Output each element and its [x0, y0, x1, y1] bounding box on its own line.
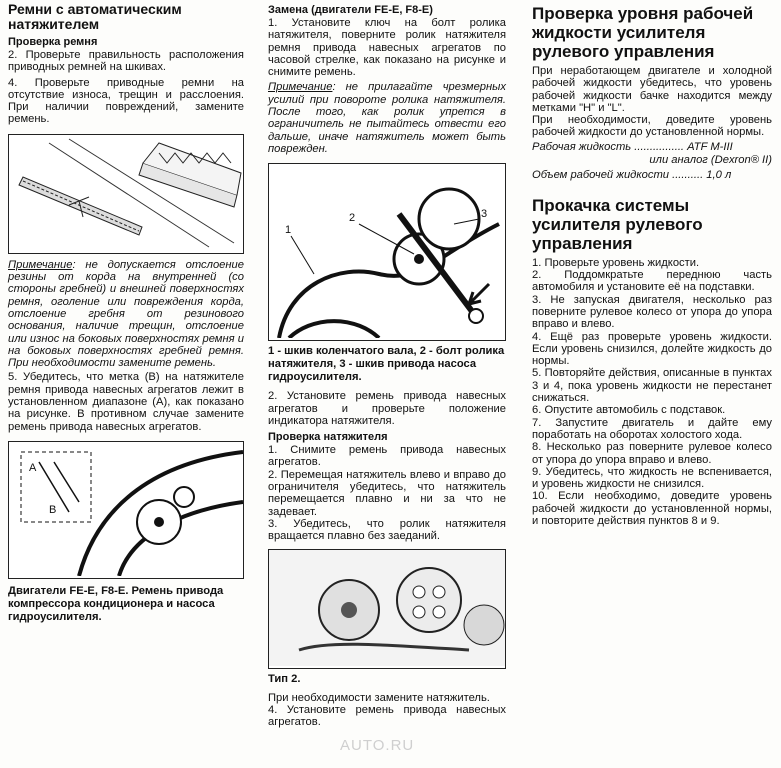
column-middle [268, 0, 506, 728]
belt-illustration [9, 135, 243, 251]
figure-caption: Тип 2. [268, 672, 301, 685]
note-text: : не прилагайте чрезмерных усилий при повороте ролика натяжителя. После того, как ролик упрется в ограничитель не пытайтесь отвести его дальше, иначе натяжитель может быть поврежден. [268, 81, 506, 155]
spec-fluid [532, 141, 772, 154]
watermark: AUTO.RU [340, 737, 415, 754]
column-left [8, 0, 244, 624]
tensioner-step-1: 1. Снимите ремень привода навесных агрегатов. [268, 444, 506, 469]
paragraph: При необходимости, доведите уровень рабочей жидкости до установленной нормы. [532, 114, 772, 139]
figure-caption: Двигатели FE-E, F8-E. Ремень привода компрессора кондиционера и насоса гидроусилителя. [8, 584, 224, 623]
step-8: 8. Несколько раз поверните рулевое колесо от упора до упора вправо и влево. [532, 441, 772, 466]
label-b: B [49, 503, 57, 516]
spec-fluid-label: Рабочая жидкость ................ [532, 140, 685, 153]
step-3: 3. Не запуская двигателя, несколько раз поверните рулевое колесо от упора до упора вправо и влево. [532, 293, 772, 331]
section-title: Ремни с автоматическим натяжителем [8, 1, 182, 32]
step-1: 1. Проверьте уровень жидкости. [532, 256, 700, 269]
figure-caption: 1 - шкив коленчатого вала, 2 - болт ролика натяжителя, 3 - шкив привода насоса гидроусилителя. [268, 345, 505, 384]
tensioner-mark-figure [8, 441, 244, 579]
step-4: 4. Установите ремень привода навесных агрегатов. [268, 703, 506, 729]
step-7: 7. Запустите двигатель и дайте ему поработать на оборотах холостого хода. [532, 416, 772, 441]
tensioner-illustration [9, 442, 243, 576]
note-label: Примечание [8, 258, 73, 271]
column-right [532, 0, 772, 527]
label-2: 2 [349, 212, 356, 225]
step-5: 5. Убедитесь, что метка (В) на натяжителе ремня привода навесных агрегатов лежит в установленном диапазоне (А), как показано на рисунке. В противном случае замените ремень привода навесных агрегатов. [8, 371, 244, 433]
step-10: 10. Если необходимо, доведите уровень рабочей жидкости до установленной нормы, и повторите действия пунктов 8 и 9. [532, 490, 772, 528]
note [8, 259, 244, 370]
label-1: 1 [285, 224, 292, 237]
subsection-title: Проверка натяжителя [268, 431, 388, 444]
step-5: 5. Повторяйте действия, описанные в пунктах 3 и 4, пока уровень жидкости не перестанет снижаться. [532, 367, 772, 405]
step-1: 1. Установите ключ на болт ролика натяжителя, поверните ролик натяжителя ремня привода навесных агрегатов по часовой стрелке, как показано на рисунке и снимите ремень. [268, 17, 506, 79]
subsection-title: Проверка ремня [8, 36, 98, 48]
spec-fluid-value: ATF M-III [687, 140, 733, 153]
note [268, 81, 506, 155]
section-title: Прокачка системы усилителя рулевого управления [532, 195, 703, 253]
pulley-illustration [269, 164, 505, 338]
step-9: 9. Убедитесь, что жидкость не вспенивается, и уровень жидкости не снизился. [532, 465, 772, 491]
section-title: Проверка уровня рабочей жидкости усилителя рулевого управления [532, 4, 754, 61]
belt-removal-figure [268, 163, 506, 341]
step-4: 4. Ещё раз проверьте уровень жидкости. Если уровень снизился, долейте жидкость до нормы. [532, 330, 772, 368]
step-4: 4. Проверьте приводные ремни на отсутствие износа, трещин и расслоения. При наличии повреждений, замените ремень. [8, 76, 244, 126]
paragraph: При неработающем двигателе и холодной рабочей жидкости убедитесь, что уровень рабочей жидкости бачке находится между метками "H" и "L". [532, 65, 772, 114]
step-2: 2. Установите ремень привода навесных агрегатов и проверьте положение индикатора натяжителя. [268, 390, 506, 427]
tensioner-type2-figure [268, 549, 506, 669]
engine-illustration [269, 550, 505, 666]
step-6: 6. Опустите автомобиль с подставок. [532, 404, 726, 417]
subsection-title: Замена (двигатели FE-E, F8-E) [268, 4, 433, 16]
spec-fluid-alt: или аналог (Dexron® II) [649, 153, 772, 166]
label-a: A [29, 461, 37, 474]
tensioner-step-3: 3. Убедитесь, что ролик натяжителя вращается плавно без заеданий. [268, 517, 506, 543]
spec-volume: Объем рабочей жидкости .......... 1,0 л [532, 168, 732, 181]
note-text: : не допускается отслоение резины от корда на внутренней (со стороны гребней) и внешней поверхностях ремня, оголение или повреждения корда, отслоение гребня от резинового основания, наличие трещин, отслоение или износ на боковых поверхностях ремня и на боковых поверхностях гребней ремня. При необходимости замените ремень. [8, 258, 244, 370]
step-2: 2. Проверьте правильность расположения приводных ремней на шкивах. [8, 49, 244, 74]
belt-wear-figure [8, 134, 244, 254]
label-3: 3 [481, 208, 488, 221]
tensioner-step-2: 2. Перемещая натяжитель влево и вправо до ограничителя убедитесь, что натяжитель перемещается плавно и ни за что не задевает. [268, 468, 506, 518]
note-label: Примечание [268, 81, 333, 94]
replace-note: При необходимости замените натяжитель. [268, 691, 490, 704]
step-2: 2. Поддомкратьте переднюю часть автомобиля и установите её на подставки. [532, 269, 772, 294]
